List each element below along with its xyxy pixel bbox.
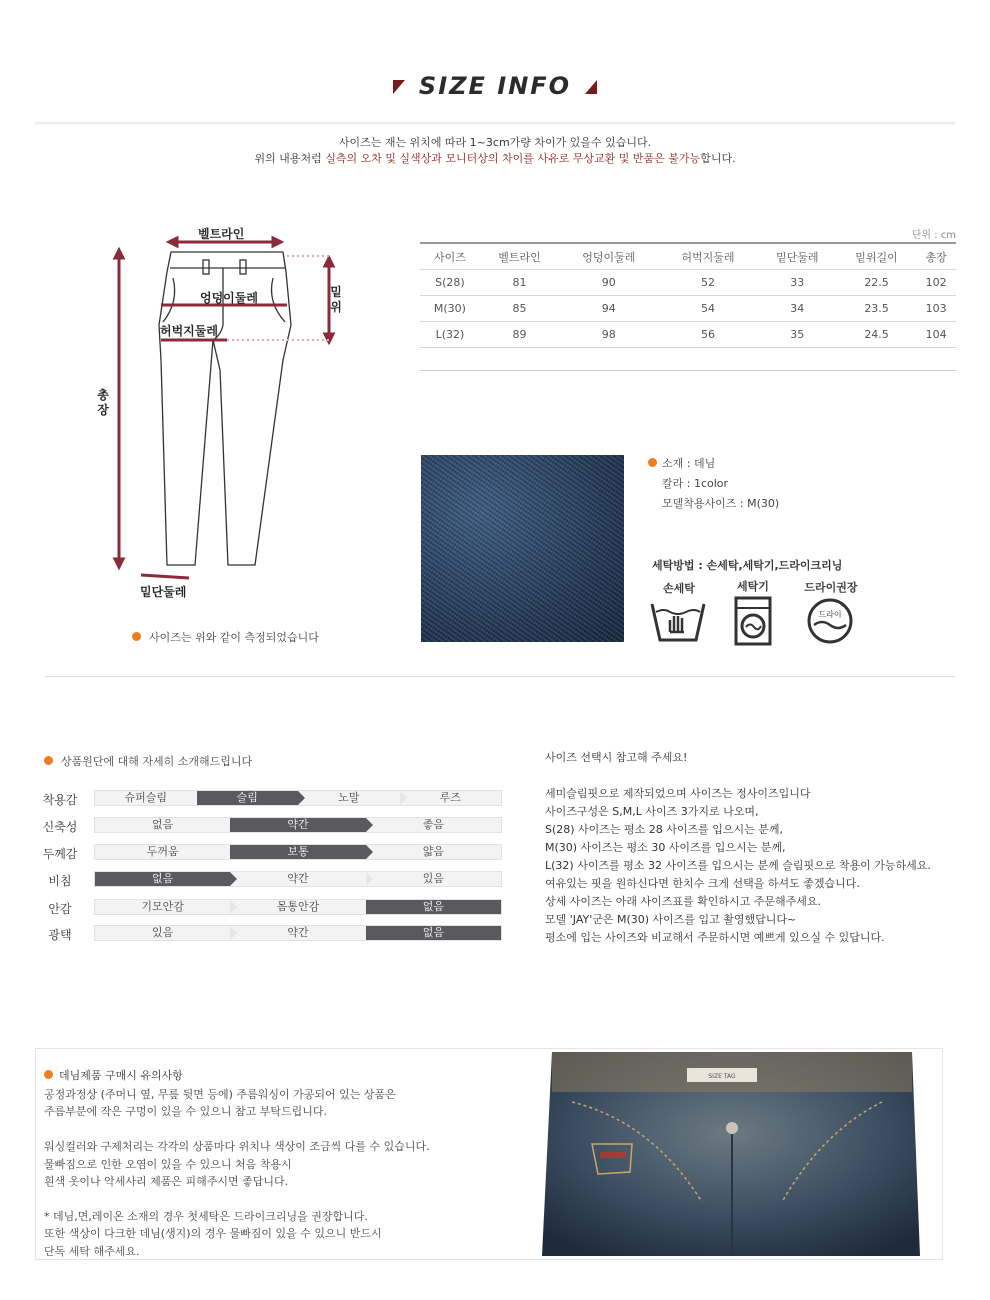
- material-text: 소재 : 데님: [662, 457, 716, 470]
- care-notice-title-text: 데님제품 구매시 유의사항: [59, 1069, 183, 1082]
- care-notice-line: 공정과정상 (주머니 옆, 무릎 뒷면 등에) 주름워싱이 가공되어 있는 상품은: [44, 1088, 396, 1101]
- table-cell: M(30): [420, 296, 480, 322]
- label-hem: 밑단둘레: [140, 585, 187, 599]
- rating-option: 두꺼움: [146, 845, 179, 858]
- size-guide-line: 상세 사이즈는 아래 사이즈표를 확인하시고 주문해주세요.: [545, 895, 822, 908]
- wash-label-dry: 드라이권장: [804, 581, 858, 594]
- label-hip: 엉덩이둘레: [200, 291, 258, 305]
- notice-line-2-red: 실측의 오차 및 실색상과 모니터상의 차이를 사유로 무상교환 및 반품은 불가능: [325, 152, 701, 165]
- notice-line-2: [0, 150, 990, 166]
- table-cell: 94: [559, 296, 658, 322]
- rating-option: 있음: [152, 926, 174, 939]
- size-guide-line: 모델 'JAY'군은 M(30) 사이즈를 입고 촬영했답니다~: [545, 913, 797, 926]
- hem-measure-line: [141, 575, 189, 578]
- rating-option: 몸통안감: [276, 900, 320, 913]
- size-guide-line: 세미슬림핏으로 제작되었으며 사이즈는 정사이즈입니다: [545, 787, 811, 800]
- table-row: [420, 296, 956, 322]
- size-guide-line: 사이즈구성은 S,M,L 사이즈 3가지로 나오며,: [545, 805, 759, 818]
- jeans-tag-text: SIZE TAG: [708, 1073, 736, 1080]
- table-cell: 81: [480, 270, 559, 296]
- care-notice-line: 단독 세탁 해주세요.: [44, 1244, 140, 1258]
- belt-loop-2: [240, 260, 246, 274]
- bullet-dot-icon: [648, 458, 657, 467]
- section-divider: [45, 676, 955, 677]
- size-guide-line: 여유있는 핏을 원하신다면 한치수 크게 선택을 하셔도 좋겠습니다.: [545, 877, 860, 890]
- rating-option: 슬림: [197, 791, 299, 805]
- rating-label: 착용감: [42, 793, 78, 807]
- header-divider: [35, 122, 955, 125]
- diagram-note-text: 사이즈는 위와 같이 측정되었습니다: [149, 631, 319, 644]
- table-cell: L(32): [420, 322, 480, 348]
- table-bottom-line: [420, 370, 956, 371]
- notice-line-2-b: 합니다.: [700, 152, 736, 165]
- table-cell: 34: [758, 296, 837, 322]
- pants-diagram: [95, 230, 365, 610]
- table-cell: 102: [916, 270, 956, 296]
- table-cell: 22.5: [837, 270, 916, 296]
- dry-clean-inner-text: 드라이: [818, 610, 842, 619]
- table-cell: 85: [480, 296, 559, 322]
- hand-wash-icon: [650, 598, 706, 644]
- size-table: [420, 242, 956, 348]
- rating-option: 없음: [366, 900, 501, 914]
- rating-bar: [94, 844, 502, 860]
- col-header: 밑위길이: [837, 243, 916, 270]
- washing-machine-icon: [734, 596, 772, 646]
- rating-option: 약간: [287, 872, 309, 885]
- rating-label: 신축성: [42, 820, 78, 834]
- rating-bar: [94, 817, 502, 833]
- label-thigh: 허벅지둘레: [160, 324, 218, 338]
- table-cell: 56: [658, 322, 757, 348]
- color-line: 칼라 : 1color: [662, 477, 729, 490]
- table-cell: 103: [916, 296, 956, 322]
- bullet-dot-icon: [44, 1070, 53, 1079]
- table-cell: 23.5: [837, 296, 916, 322]
- section-title-text: SIZE INFO: [418, 72, 572, 100]
- triangle-right-icon: [585, 80, 597, 94]
- table-cell: 35: [758, 322, 837, 348]
- table-row: [420, 270, 956, 296]
- col-header: 사이즈: [420, 243, 480, 270]
- care-notice-line: 또한 색상이 다크한 데님(생지)의 경우 물빠짐이 있을 수 있으니 반드시: [44, 1227, 382, 1241]
- wash-method-line: 세탁방법 : 손세탁,세탁기,드라이크리닝: [652, 559, 843, 572]
- table-cell: 52: [658, 270, 757, 296]
- rating-bar: [94, 899, 502, 915]
- rating-option: 슈퍼슬림: [124, 791, 167, 804]
- care-notice-line: 워싱컬러와 구제처리는 각각의 상품마다 위치나 색상이 조금씩 다를 수 있습니다.: [44, 1140, 430, 1154]
- rating-label: 광택: [48, 928, 72, 942]
- rating-label: 비침: [48, 874, 72, 888]
- wash-label-hand: 손세탁: [663, 582, 695, 595]
- care-notice-line: * 데님,면,레이온 소재의 경우 첫세탁은 드라이크리닝을 권장합니다.: [44, 1209, 368, 1223]
- material-line: [648, 455, 715, 471]
- rating-option: 없음: [152, 818, 174, 831]
- wash-label-machine: 세탁기: [737, 580, 769, 593]
- belt-loop-1: [203, 260, 209, 274]
- table-cell: 24.5: [837, 322, 916, 348]
- notice-line-1: 사이즈는 재는 위치에 따라 1~3cm가량 차이가 있을수 있습니다.: [338, 136, 652, 149]
- rating-label: 두께감: [42, 847, 78, 861]
- rating-option: 기모안감: [141, 900, 184, 913]
- triangle-left-icon: [393, 80, 405, 94]
- rating-option: 루즈: [439, 791, 461, 804]
- section-title: [0, 72, 990, 100]
- table-cell: S(28): [420, 270, 480, 296]
- rating-bar: [94, 790, 502, 806]
- size-guide-line: M(30) 사이즈는 평소 30 사이즈를 입으시는 분께,: [545, 841, 786, 854]
- care-notice-line: 흰색 옷이나 악세사리 제품은 피해주시면 좋답니다.: [44, 1175, 289, 1188]
- care-notice-line: 물빠짐으로 인한 오염이 있을 수 있으니 처음 착용시: [44, 1157, 292, 1171]
- rating-option: 없음: [95, 872, 230, 886]
- jeans-product-image: [532, 1052, 927, 1256]
- size-table-header-row: [420, 243, 956, 270]
- rating-option: 있음: [422, 872, 444, 885]
- rating-option: 없음: [366, 926, 501, 940]
- table-cell: 54: [658, 296, 757, 322]
- label-rise: 밑위: [330, 285, 342, 314]
- size-guide-line: L(32) 사이즈를 평소 32 사이즈를 입으시는 분께 슬림핏으로 착용이 가능하세요.: [545, 859, 931, 872]
- rating-option: 얇음: [422, 845, 444, 858]
- col-header: 엉덩이둘레: [559, 243, 658, 270]
- rating-bar: [94, 871, 502, 887]
- rating-option: 보통: [230, 845, 365, 859]
- fabric-swatch-image: [421, 455, 624, 642]
- right-pocket: [272, 278, 286, 322]
- table-cell: 98: [559, 322, 658, 348]
- fabric-info-title-text: 상품원단에 대해 자세히 소개해드립니다: [61, 755, 253, 768]
- size-guide-line: 평소에 입는 사이즈와 비교해서 주문하시면 예쁘게 있으실 수 있답니다.: [545, 931, 885, 944]
- care-notice-title: [44, 1067, 183, 1083]
- model-size-line: 모델착용사이즈 : M(30): [662, 497, 780, 510]
- table-cell: 90: [559, 270, 658, 296]
- diagram-note: [132, 629, 319, 645]
- size-guide-line: S(28) 사이즈는 평소 28 사이즈를 입으시는 분께,: [545, 823, 784, 836]
- table-cell: 33: [758, 270, 837, 296]
- dry-clean-icon: [806, 597, 854, 645]
- jeans-illustration: [532, 1052, 927, 1256]
- fabric-info-title: [44, 753, 252, 769]
- col-header: 총장: [916, 243, 956, 270]
- table-cell: 104: [916, 322, 956, 348]
- col-header: 밑단둘레: [758, 243, 837, 270]
- bullet-dot-icon: [132, 632, 141, 641]
- unit-label: 단위 : cm: [911, 230, 956, 241]
- label-total-length: 총장: [97, 388, 109, 417]
- size-guide-heading: 사이즈 선택시 참고해 주세요!: [545, 751, 688, 764]
- rating-bar: [94, 925, 502, 941]
- rating-option: 노말: [338, 791, 360, 804]
- table-cell: 89: [480, 322, 559, 348]
- col-header: 허벅지둘레: [658, 243, 757, 270]
- notice-line-2-a: 위의 내용처럼: [254, 152, 326, 165]
- rating-option: 약간: [230, 818, 365, 832]
- rating-label: 안감: [48, 902, 72, 916]
- rating-option: 좋음: [422, 818, 444, 831]
- care-notice-line: 주름부분에 작은 구멍이 있을 수 있으니 참고 부탁드립니다.: [44, 1105, 327, 1119]
- bullet-dot-icon: [44, 756, 53, 765]
- rating-option: 약간: [287, 926, 309, 939]
- label-belt-line: 벨트라인: [198, 227, 245, 241]
- col-header: 벨트라인: [480, 243, 559, 270]
- table-row: [420, 322, 956, 348]
